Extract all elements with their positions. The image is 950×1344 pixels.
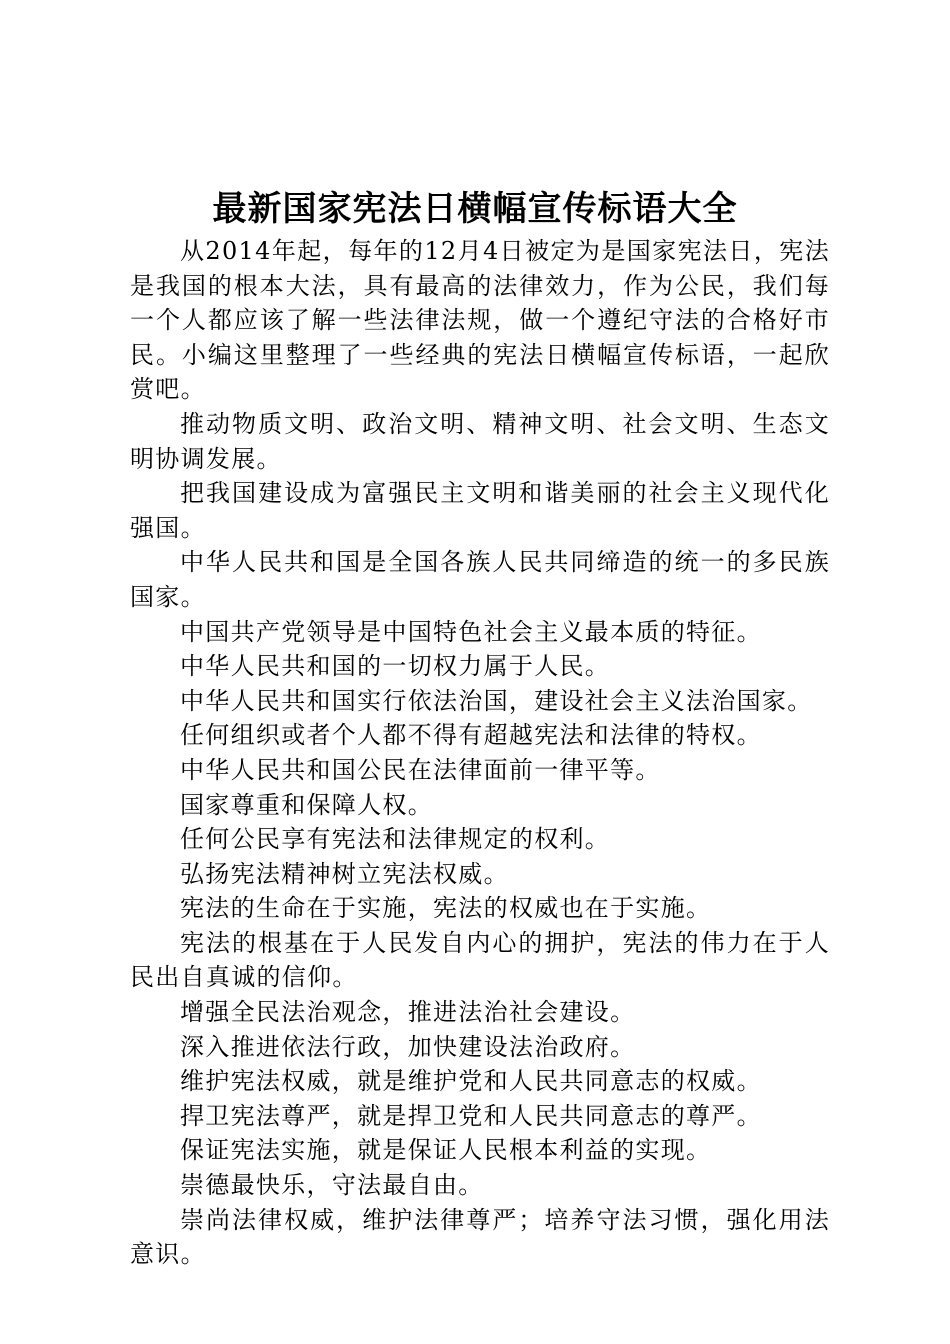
slogan-paragraph: 任何公民享有宪法和法律规定的权利。 xyxy=(180,825,611,854)
document-title: 最新国家宪法日横幅宣传标语大全 xyxy=(212,189,738,229)
slogan-paragraph: 保证宪法实施，就是保证人民根本利益的实现。 xyxy=(180,1136,712,1165)
slogan-paragraph: 崇德最快乐，守法最自由。 xyxy=(180,1171,484,1200)
slogan-paragraph: 维护宪法权威，就是维护党和人民共同意志的权威。 xyxy=(180,1067,762,1096)
slogan-paragraph: 中华人民共和国公民在法律面前一律平等。 xyxy=(180,755,661,784)
slogan-paragraph: 宪法的生命在于实施，宪法的权威也在于实施。 xyxy=(180,894,712,923)
paragraph-intro: 从2014年起，每年的12月4日被定为是国家宪法日，宪法是我国的根本大法，具有最高的法律效力，作为公民，我们每一个人都应该了解一些法律法规，做一个遵纪守法的合格好市民。小编这里整理了一些经典的宪法日横幅宣传标语，一起欣赏吧。 xyxy=(130,237,830,404)
document-body xyxy=(130,234,830,1272)
slogan-paragraph: 捍卫宪法尊严，就是捍卫党和人民共同意志的尊严。 xyxy=(180,1101,762,1130)
slogan-paragraph: 任何组织或者个人都不得有超越宪法和法律的特权。 xyxy=(180,721,762,750)
slogan-paragraph: 国家尊重和保障人权。 xyxy=(180,790,433,819)
slogan-paragraph: 增强全民法治观念，推进法治社会建设。 xyxy=(180,998,636,1027)
slogan-paragraph: 崇尚法律权威，维护法律尊严；培养守法习惯，强化用法意识。 xyxy=(130,1205,830,1269)
slogan-paragraph: 中华人民共和国的一切权力属于人民。 xyxy=(180,652,611,681)
slogan-paragraph: 把我国建设成为富强民主文明和谐美丽的社会主义现代化强国。 xyxy=(130,479,830,542)
slogan-paragraph: 中国共产党领导是中国特色社会主义最本质的特征。 xyxy=(180,617,762,646)
slogan-paragraph: 中华人民共和国实行依法治国，建设社会主义法治国家。 xyxy=(180,686,813,715)
slogan-paragraph: 推动物质文明、政治文明、精神文明、社会文明、生态文明协调发展。 xyxy=(130,409,830,473)
slogan-paragraph: 中华人民共和国是全国各族人民共同缔造的统一的多民族国家。 xyxy=(130,548,830,611)
slogan-paragraph: 弘扬宪法精神树立宪法权威。 xyxy=(180,859,509,888)
slogan-paragraph: 宪法的根基在于人民发自内心的拥护，宪法的伟力在于人民出自真诚的信仰。 xyxy=(130,928,830,992)
slogan-paragraph: 深入推进依法行政，加快建设法治政府。 xyxy=(180,1032,636,1061)
